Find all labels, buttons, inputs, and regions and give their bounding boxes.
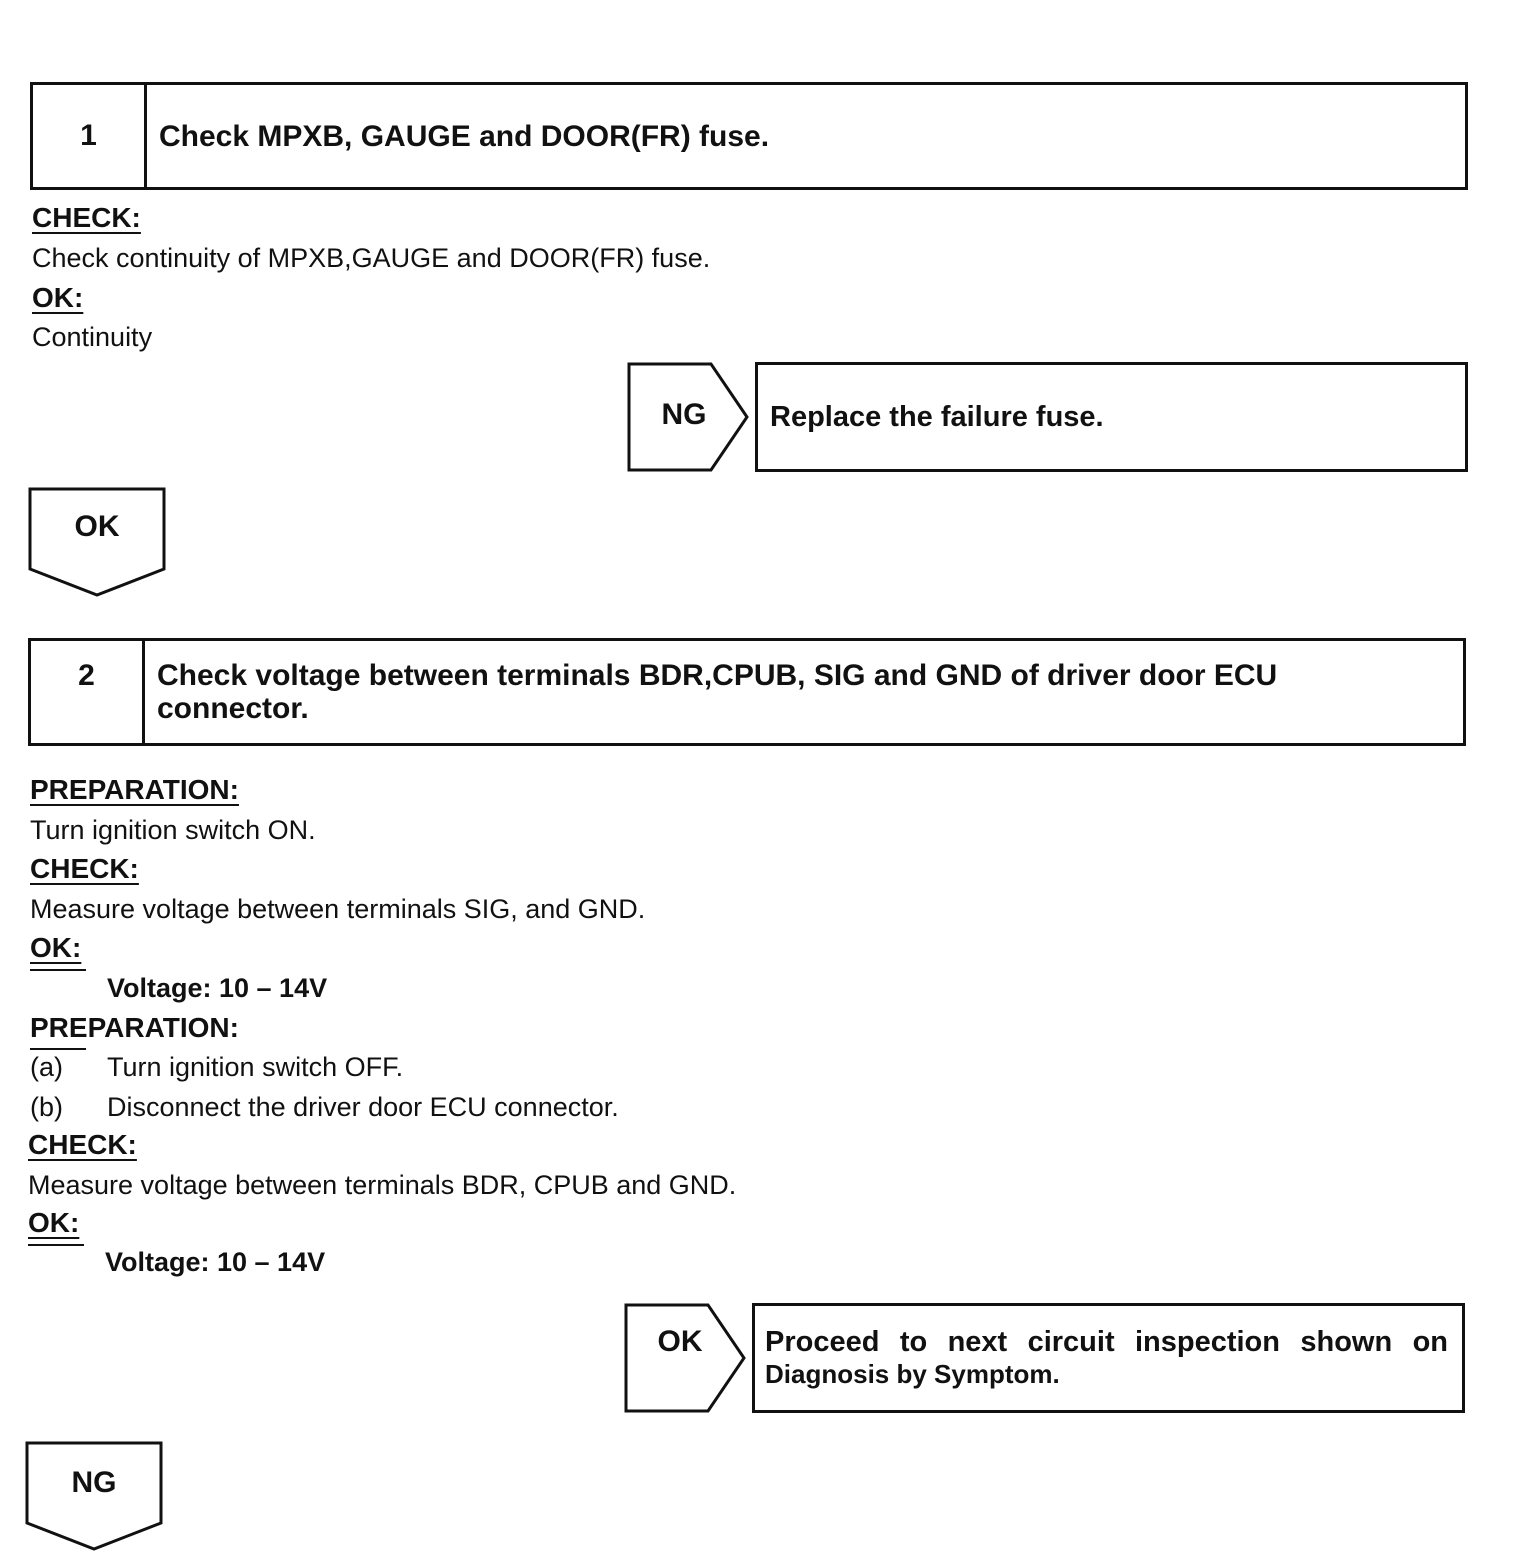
step-1-ng-tag-label: NG <box>661 398 707 431</box>
step-2-ok1-value: Voltage: 10 – 14V <box>107 973 328 1003</box>
step-1-ok-label: OK: <box>32 282 84 313</box>
step-2-prep1-text: Turn ignition switch ON. <box>30 815 316 845</box>
step-2-prep2-item-b-marker: (b) <box>30 1092 63 1122</box>
step-2-ok2-value: Voltage: 10 – 14V <box>105 1247 326 1277</box>
step-2-ok2-label: OK: <box>28 1207 80 1238</box>
step-2-prep2-underline-short <box>30 1048 86 1050</box>
step-2-prep2-item-a-text: Turn ignition switch OFF. <box>107 1052 404 1082</box>
step-1-ok-text: Continuity <box>32 322 153 352</box>
step-1-ng-result: Replace the failure fuse. <box>755 362 1468 472</box>
step-2-check2-text: Measure voltage between terminals BDR, CPUB and GND. <box>28 1170 737 1200</box>
step-2-ng-tag-label: NG <box>71 1466 117 1499</box>
step-2-check1-label: CHECK: <box>30 853 139 884</box>
step-2-header <box>28 638 1466 746</box>
step-1-number: 1 <box>33 85 147 187</box>
step-2-title <box>145 641 1463 743</box>
step-2-number <box>31 641 145 743</box>
step-2-ok-result <box>752 1303 1465 1413</box>
step-2-ok2-underline-extension <box>28 1244 84 1246</box>
step-1-check-label: CHECK: <box>32 202 141 233</box>
step-2-ok1-underline-extension <box>30 969 86 971</box>
step-2-title-line-1: Check voltage between terminals BDR,CPUB, SIG and GND of driver door ECU <box>157 659 1278 692</box>
step-2-prep2-item-a-marker: (a) <box>30 1052 63 1082</box>
step-1-check-text: Check continuity of MPXB,GAUGE and DOOR(FR) fuse. <box>32 243 711 273</box>
step-2-number-text: 2 <box>78 659 95 692</box>
step-1-title: Check MPXB, GAUGE and DOOR(FR) fuse. <box>159 119 770 153</box>
step-2-ok-result-line-2: Diagnosis by Symptom. <box>765 1359 1060 1389</box>
step-2-check1-text: Measure voltage between terminals SIG, and GND. <box>30 894 646 924</box>
step-1-header <box>30 82 1468 190</box>
step-2-prep1-label: PREPARATION: <box>30 774 239 805</box>
step-2-prep2-label: PREPARATION: <box>30 1012 239 1043</box>
step-2-ok1-label: OK: <box>30 932 82 963</box>
step-2-ok-tag-label: OK <box>657 1325 703 1358</box>
step-2-ok-result-line-1: Proceed to next circuit inspection shown on <box>765 1326 1448 1358</box>
step-1-ok-tag-label: OK <box>74 510 120 543</box>
step-2-prep2-item-b-text: Disconnect the driver door ECU connector. <box>107 1092 619 1122</box>
step-2-title-line-2: connector. <box>157 692 309 725</box>
step-2-check2-label: CHECK: <box>28 1129 137 1160</box>
